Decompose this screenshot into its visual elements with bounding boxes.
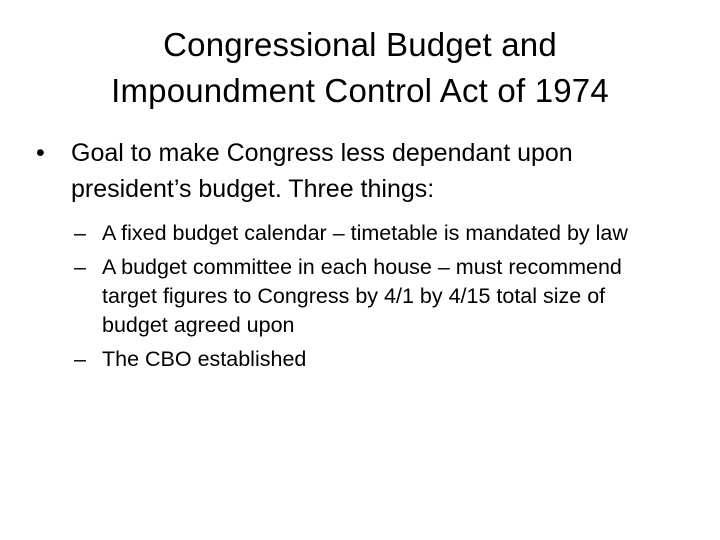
sub-bullet-item [74, 219, 666, 248]
bullet-text: Goal to make Congress less dependant upon president’s budget. Three things: [71, 139, 573, 203]
title-line-2: Impoundment Control Act of 1974 [111, 72, 609, 109]
sub-bullet-text: The CBO established [102, 347, 307, 371]
slide-title [40, 22, 680, 114]
dash-icon: – [74, 347, 86, 371]
sub-bullet-item [74, 253, 666, 340]
sub-bullet-list [36, 219, 666, 374]
dash-icon: – [74, 221, 86, 245]
slide-body [36, 135, 666, 379]
bullet-dot-icon: • [36, 139, 45, 167]
sub-bullet-text: A fixed budget calendar – timetable is mandated by law [102, 221, 628, 245]
dash-icon: – [74, 255, 86, 279]
sub-bullet-item [74, 345, 666, 374]
title-line-1: Congressional Budget and [163, 26, 557, 63]
bullet-item [36, 135, 666, 207]
sub-bullet-text: A budget committee in each house – must recommend target figures to Congress by 4/1 by 4/15 total size of budget agreed upon [102, 255, 622, 337]
